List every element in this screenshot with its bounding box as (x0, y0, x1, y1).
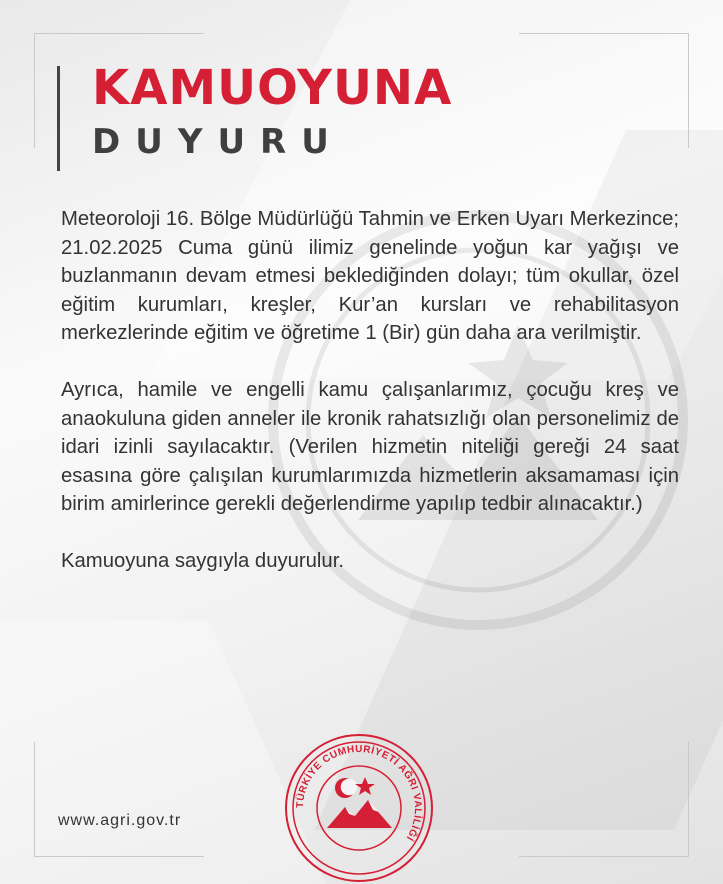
frame-corner-line (34, 856, 204, 857)
website-link[interactable]: www.agri.gov.tr (58, 812, 182, 829)
seal-text: TÜRKİYE CUMHURİYETİ AĞRI VALİLİĞİ (294, 743, 424, 843)
frame-corner-line (688, 742, 689, 857)
svg-text:TÜRKİYE CUMHURİYETİ AĞRI VALİL (293, 743, 424, 843)
announcement-header (57, 60, 457, 180)
page-subtitle: DUYURU (92, 122, 344, 162)
frame-corner-line (688, 33, 689, 148)
frame-corner-line (34, 742, 35, 857)
announcement-body (61, 205, 679, 576)
announcement-paragraph: Ayrıca, hamile ve engelli kamu çalışanlarımız, çocuğu kreş ve anaokuluna giden anneler ile kronik rahatsızlığı olan personelimiz de idari izinli sayılacaktır. (Verilen hizmetin niteliği gereği 24 saat esasına göre çalışılan kurumlarımızda hizmetlerin aksamaması için birim amirlerince gerekli değerlendirme yapılıp tedbir alınacaktır.) (61, 378, 679, 516)
announcement-paragraph: Meteoroloji 16. Bölge Müdürlüğü Tahmin ve Erken Uyarı Merkezince; 21.02.2025 Cuma günü ilimiz genelinde yoğun kar yağışı ve buzlanmanın devam etmesi beklediğinden dolayı; tüm okullar, özel eğitim kurumları, kreşler, Kur’an kursları ve rehabilitasyon merkezlerinde eğitim ve öğretime 1 (Bir) gün daha ara verilmiştir. (61, 208, 679, 345)
announcement-closing: Kamuoyuna saygıyla duyurulur. (61, 549, 344, 572)
frame-corner-line (34, 33, 204, 34)
frame-corner-line (519, 856, 689, 857)
page-title: KAMUOYUNA (92, 60, 453, 116)
frame-corner-line (519, 33, 689, 34)
frame-corner-line (34, 33, 35, 148)
header-accent-bar (57, 66, 60, 171)
agri-governorship-seal-icon (283, 732, 435, 884)
